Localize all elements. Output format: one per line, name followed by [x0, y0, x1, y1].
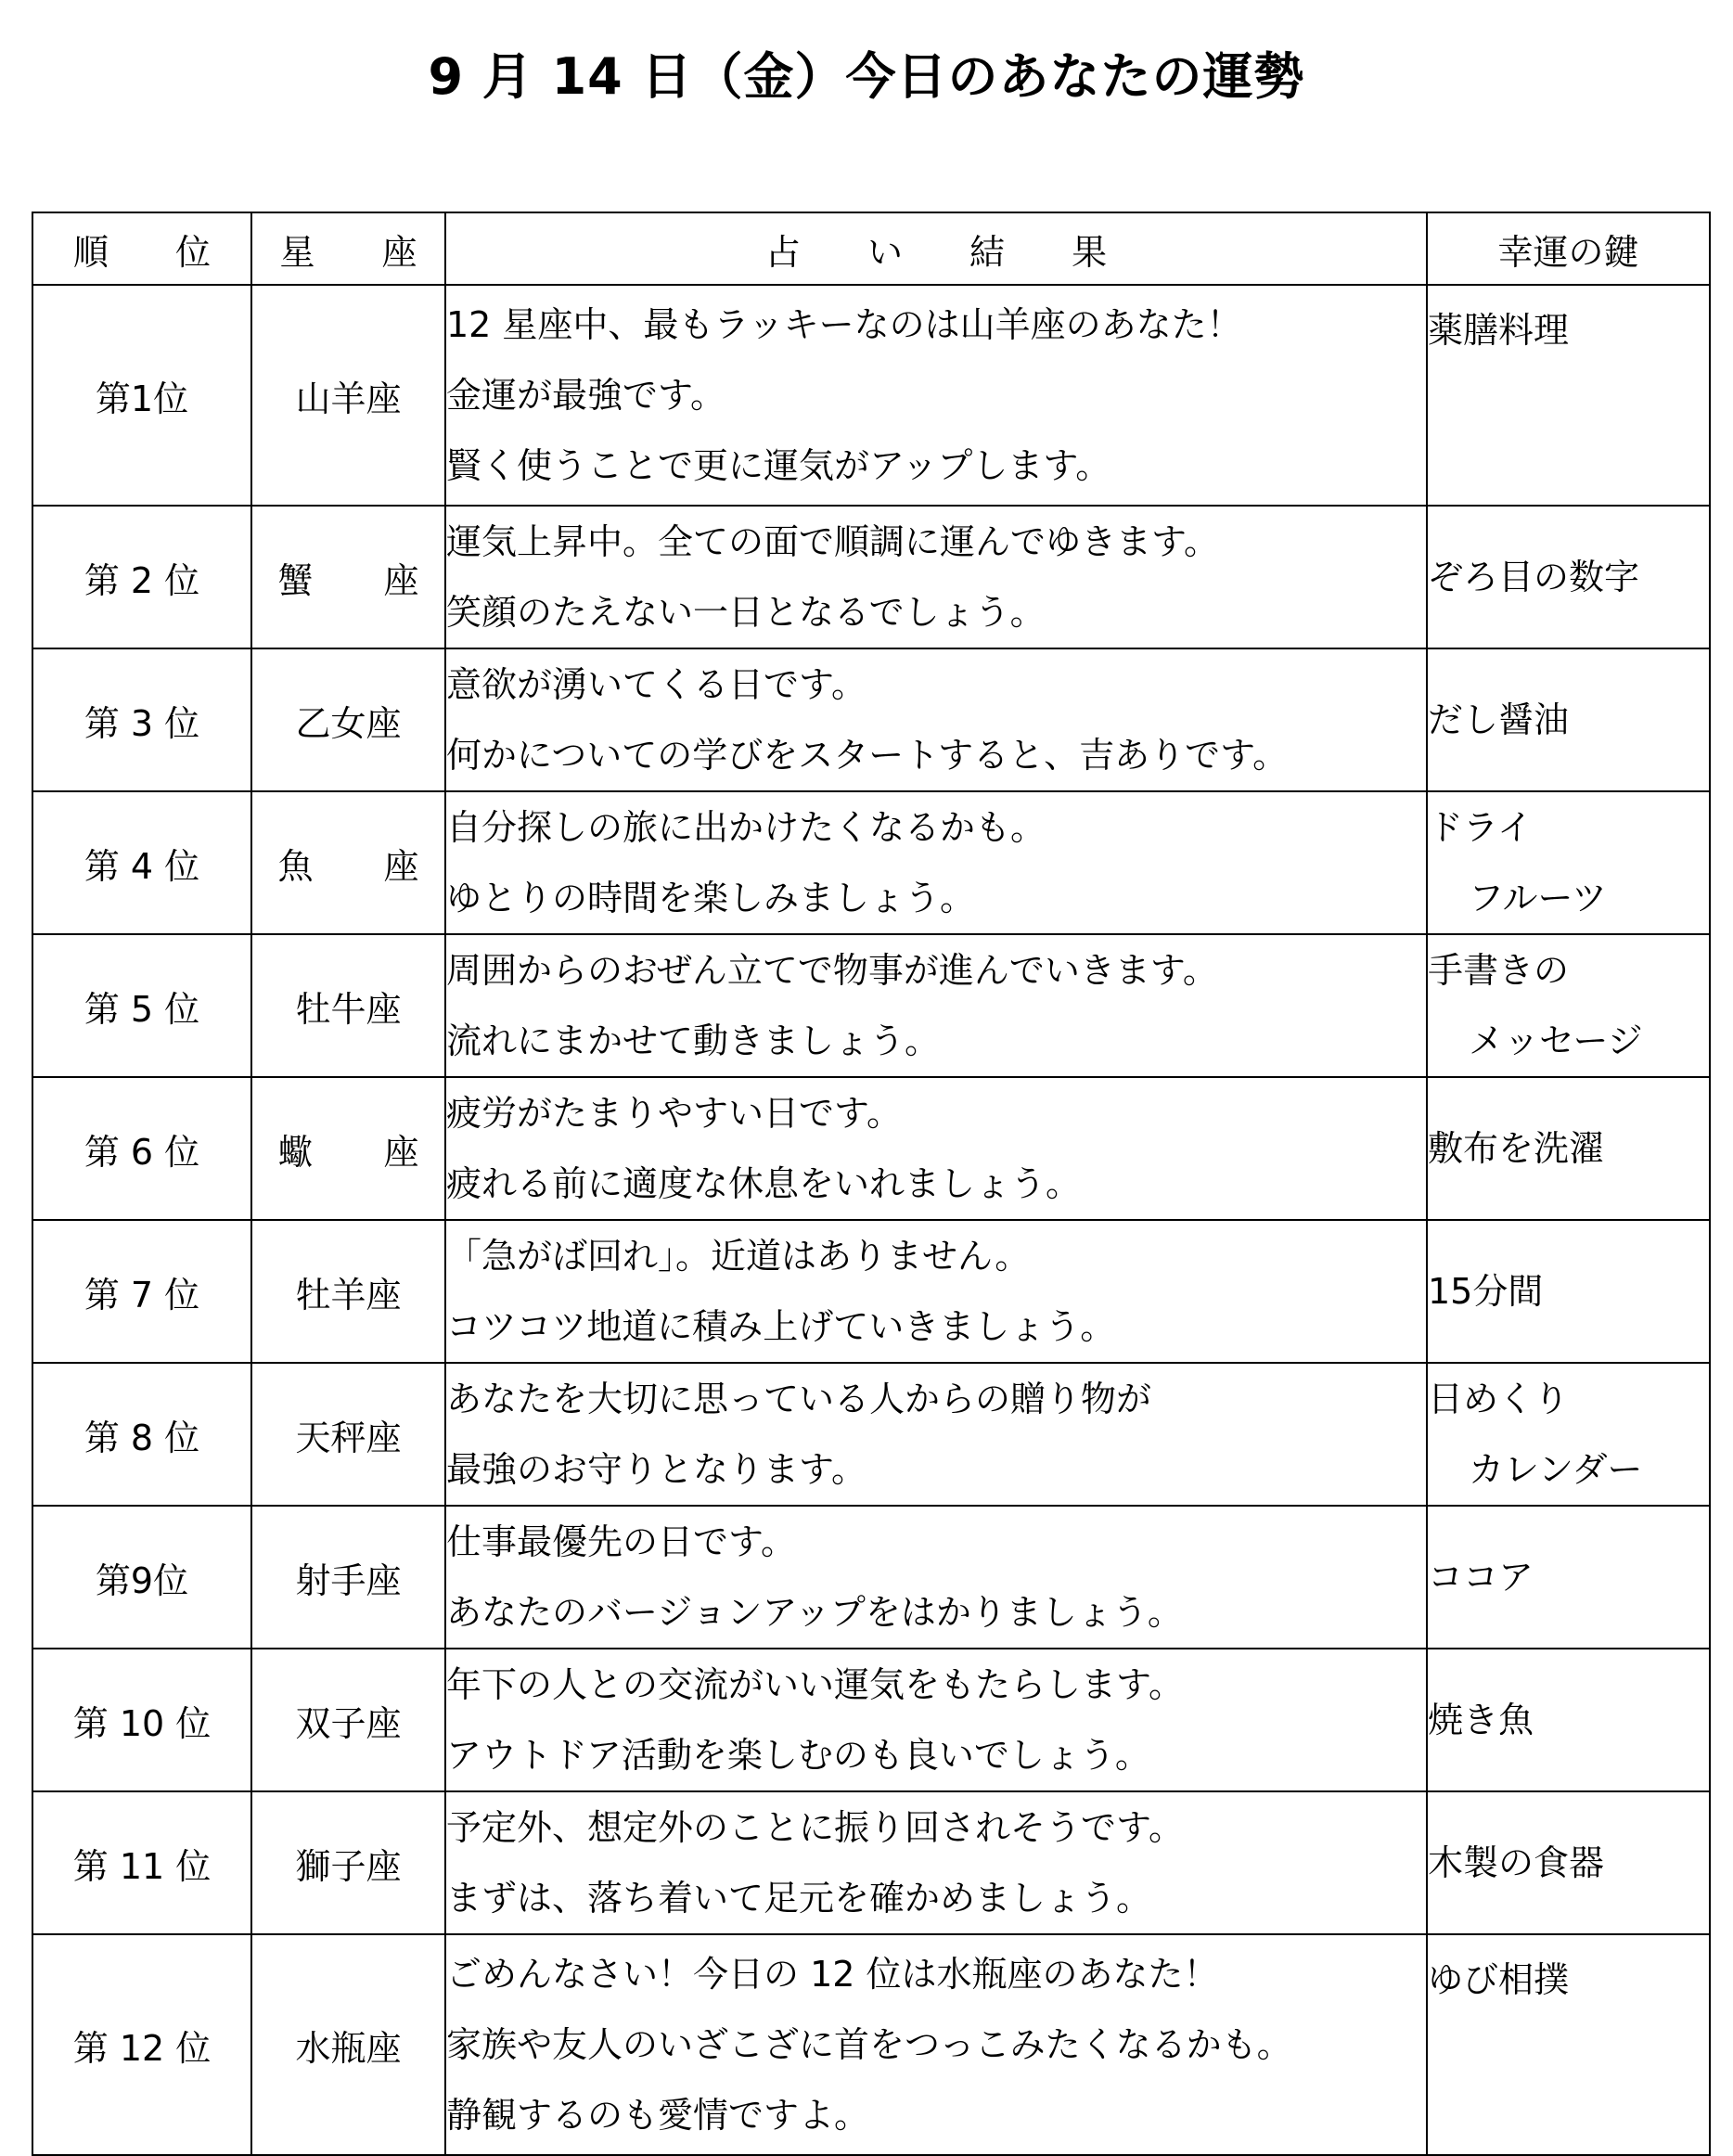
key-line: フルーツ	[1469, 878, 1607, 918]
sign-cell: 水瓶座	[251, 1934, 445, 2155]
result-line: ごめんなさい！今日の 12 位は水瓶座のあなた！	[446, 1954, 1219, 1995]
result-cell	[445, 1506, 1427, 1649]
table-row	[32, 1077, 1710, 1220]
rank-cell: 第 3 位	[32, 648, 251, 791]
rank-cell: 第 7 位	[32, 1220, 251, 1363]
key-line: カレンダー	[1469, 1449, 1643, 1490]
key-line: 敷布を洗濯	[1428, 1128, 1605, 1169]
result-cell	[445, 934, 1427, 1077]
key-cell	[1427, 934, 1710, 1077]
key-cell	[1427, 1506, 1710, 1649]
sign-cell: 獅子座	[251, 1791, 445, 1934]
key-cell	[1427, 285, 1710, 506]
key-cell	[1427, 1220, 1710, 1363]
result-line: 意欲が湧いてくる日です。	[446, 664, 866, 705]
result-cell	[445, 285, 1427, 506]
sign-cell: 双子座	[251, 1649, 445, 1791]
key-cell	[1427, 1077, 1710, 1220]
key-cell	[1427, 791, 1710, 934]
result-line: 仕事最優先の日です。	[446, 1521, 796, 1562]
key-cell	[1427, 1934, 1710, 2155]
key-cell	[1427, 1649, 1710, 1791]
sign-cell: 射手座	[251, 1506, 445, 1649]
key-line: だし醤油	[1428, 699, 1570, 740]
sign-cell: 魚 座	[251, 791, 445, 934]
rank-cell: 第 2 位	[32, 506, 251, 648]
table-row	[32, 648, 1710, 791]
rank-cell: 第 11 位	[32, 1791, 251, 1934]
key-line: ドライ	[1428, 807, 1533, 848]
sign-cell: 牡羊座	[251, 1220, 445, 1363]
result-cell	[445, 1220, 1427, 1363]
result-line: 12 星座中、最もラッキーなのは山羊座のあなた！	[446, 304, 1242, 345]
header-rank: 順 位	[32, 212, 251, 285]
result-cell	[445, 1649, 1427, 1791]
result-line: あなたを大切に思っている人からの贈り物が	[446, 1379, 1152, 1419]
result-line: 自分探しの旅に出かけたくなるかも。	[446, 807, 1046, 848]
table-row	[32, 506, 1710, 648]
key-cell	[1427, 506, 1710, 648]
header-sign: 星 座	[251, 212, 445, 285]
key-line: 15分間	[1428, 1271, 1544, 1312]
key-line: 薬膳料理	[1428, 310, 1570, 351]
table-header-row	[32, 212, 1710, 285]
result-line: 静観するのも愛情ですよ。	[446, 2095, 870, 2136]
result-line: 流れにまかせて動きましょう。	[446, 1020, 941, 1061]
table-row	[32, 1934, 1710, 2155]
table-row	[32, 1791, 1710, 1934]
sign-cell: 牡牛座	[251, 934, 445, 1077]
result-line: 疲れる前に適度な休息をいれましょう。	[446, 1163, 1082, 1204]
result-line: 賢く使うことで更に運気がアップします。	[446, 445, 1111, 486]
sign-cell: 天秤座	[251, 1363, 445, 1506]
key-cell	[1427, 648, 1710, 791]
page-title: 9 月 14 日（金）今日のあなたの運勢	[428, 47, 1305, 106]
key-line: ぞろ目の数字	[1428, 557, 1640, 597]
result-line: 笑顔のたえない一日となるでしょう。	[446, 592, 1046, 633]
result-line: 運気上昇中。全ての面で順調に運んでゆきます。	[446, 521, 1219, 562]
key-cell	[1427, 1363, 1710, 1506]
rank-cell: 第 10 位	[32, 1649, 251, 1791]
rank-cell: 第 5 位	[32, 934, 251, 1077]
sign-cell: 山羊座	[251, 285, 445, 506]
result-cell	[445, 1791, 1427, 1934]
rank-cell: 第 6 位	[32, 1077, 251, 1220]
result-cell	[445, 791, 1427, 934]
table-row	[32, 285, 1710, 506]
result-line: 何かについての学びをスタートすると、吉ありです。	[446, 735, 1289, 776]
result-line: 金運が最強です。	[446, 375, 725, 416]
table-row	[32, 934, 1710, 1077]
result-cell	[445, 648, 1427, 791]
result-line: 予定外、想定外のことに振り回されそうです。	[446, 1807, 1184, 1848]
key-line: メッセージ	[1469, 1020, 1643, 1061]
key-line: 手書きの	[1428, 950, 1570, 991]
header-key: 幸運の鍵	[1427, 212, 1710, 285]
table-row	[32, 1220, 1710, 1363]
table-row	[32, 1506, 1710, 1649]
fortune-table	[32, 212, 1711, 2156]
table-row	[32, 1363, 1710, 1506]
key-line: ゆび相撲	[1428, 1959, 1570, 2000]
result-line: 「急がば回れ」。近道はありません。	[446, 1236, 1031, 1277]
rank-cell: 第 12 位	[32, 1934, 251, 2155]
rank-cell: 第9位	[32, 1506, 251, 1649]
table-row	[32, 791, 1710, 934]
header-result: 占 い 結 果	[445, 212, 1427, 285]
key-cell	[1427, 1791, 1710, 1934]
result-line: コツコツ地道に積み上げていきましょう。	[446, 1306, 1116, 1347]
result-cell	[445, 506, 1427, 648]
result-line: 最強のお守りとなります。	[446, 1449, 866, 1490]
result-line: アウトドア活動を楽しむのも良いでしょう。	[446, 1735, 1150, 1776]
rank-cell: 第 4 位	[32, 791, 251, 934]
result-line: 家族や友人のいざこざに首をつっこみたくなるかも。	[446, 2024, 1292, 2065]
table-row	[32, 1649, 1710, 1791]
key-line: ココア	[1428, 1557, 1534, 1598]
result-cell	[445, 1077, 1427, 1220]
result-line: 周囲からのおぜん立てで物事が進んでいきます。	[446, 950, 1218, 991]
key-line: 木製の食器	[1428, 1842, 1605, 1883]
sign-cell: 乙女座	[251, 648, 445, 791]
result-line: 疲労がたまりやすい日です。	[446, 1093, 902, 1134]
result-line: まずは、落ち着いて足元を確かめましょう。	[446, 1878, 1152, 1919]
sign-cell: 蠍 座	[251, 1077, 445, 1220]
result-line: 年下の人との交流がいい運気をもたらします。	[446, 1664, 1184, 1705]
result-cell	[445, 1934, 1427, 2155]
result-line: あなたのバージョンアップをはかりましょう。	[446, 1592, 1183, 1633]
key-line: 焼き魚	[1428, 1700, 1534, 1740]
rank-cell: 第1位	[32, 285, 251, 506]
result-line: ゆとりの時間を楽しみましょう。	[446, 878, 976, 918]
key-line: 日めくり	[1428, 1379, 1570, 1419]
rank-cell: 第 8 位	[32, 1363, 251, 1506]
result-cell	[445, 1363, 1427, 1506]
sign-cell: 蟹 座	[251, 506, 445, 648]
